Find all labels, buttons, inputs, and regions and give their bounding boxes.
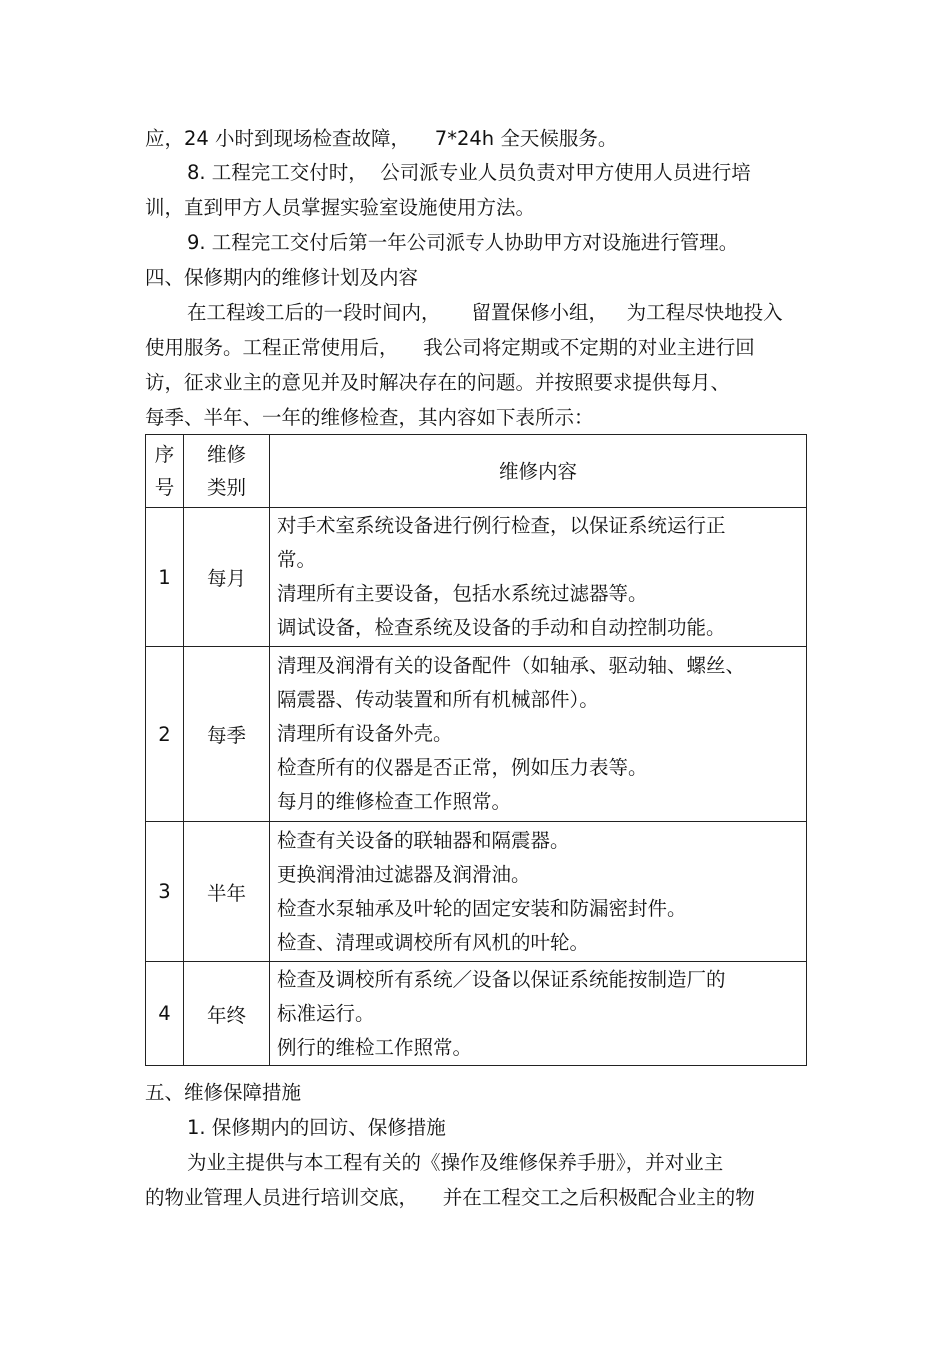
paragraph-line: 8. 工程完工交付时， 公司派专业人员负责对甲方使用人员进行培 [187, 161, 751, 184]
section-heading: 四、保修期内的维修计划及内容 [145, 266, 419, 289]
row-content: 清理及润滑有关的设备配件（如轴承、驱动轴、螺丝、 隔震器、传动装置和所有机械部件）。 清理所有设备外壳。 检查所有的仪器是否正常，例如压力表等。 每月的维修检查工作照常。 [270, 647, 807, 822]
header-no: 序 号 [146, 435, 184, 508]
paragraph-line: 使用服务。工程正常使用后， 我公司将定期或不定期的对业主进行回 [145, 336, 755, 359]
maintenance-table [145, 434, 807, 1066]
paragraph-line: 访，征求业主的意见并及时解决存在的问题。并按照要求提供每月、 [145, 371, 731, 394]
header-content: 维修内容 [270, 435, 807, 508]
header-type: 维修 类别 [184, 435, 270, 508]
paragraph-line: 训，直到甲方人员掌握实验室设施使用方法。 [145, 196, 536, 219]
paragraph-line: 为业主提供与本工程有关的《操作及维修保养手册》，并对业主 [187, 1151, 724, 1174]
row-no: 4 [146, 962, 184, 1066]
row-content: 检查有关设备的联轴器和隔震器。 更换润滑油过滤器及润滑油。 检查水泵轴承及叶轮的固定安装和防漏密封件。 检查、清理或调校所有风机的叶轮。 [270, 822, 807, 962]
row-type: 年终 [184, 962, 270, 1066]
table-row [146, 647, 807, 822]
subsection-heading: 1. 保修期内的回访、保修措施 [187, 1116, 446, 1139]
row-no: 1 [146, 508, 184, 647]
paragraph-line: 应，24 小时到现场检查故障， 7*24h 全天候服务。 [145, 127, 618, 150]
table-row [146, 508, 807, 647]
row-type: 每季 [184, 647, 270, 822]
paragraph-line: 的物业管理人员进行培训交底， 并在工程交工之后积极配合业主的物 [145, 1186, 755, 1209]
paragraph-line: 每季、半年、一年的维修检查，其内容如下表所示： [145, 406, 594, 429]
paragraph-line: 9. 工程完工交付后第一年公司派专人协助甲方对设施进行管理。 [187, 231, 739, 254]
row-content: 对手术室系统设备进行例行检查，以保证系统运行正 常。 清理所有主要设备，包括水系统过滤器等。 调试设备，检查系统及设备的手动和自动控制功能。 [270, 508, 807, 647]
table-header-row [146, 435, 807, 508]
paragraph-line: 在工程竣工后的一段时间内， 留置保修小组， 为工程尽快地投入 [187, 301, 783, 324]
table-row [146, 962, 807, 1066]
table-row [146, 822, 807, 962]
section-heading: 五、维修保障措施 [145, 1081, 302, 1104]
row-content: 检查及调校所有系统／设备以保证系统能按制造厂的 标准运行。 例行的维检工作照常。 [270, 962, 807, 1066]
row-no: 2 [146, 647, 184, 822]
row-no: 3 [146, 822, 184, 962]
row-type: 半年 [184, 822, 270, 962]
row-type: 每月 [184, 508, 270, 647]
